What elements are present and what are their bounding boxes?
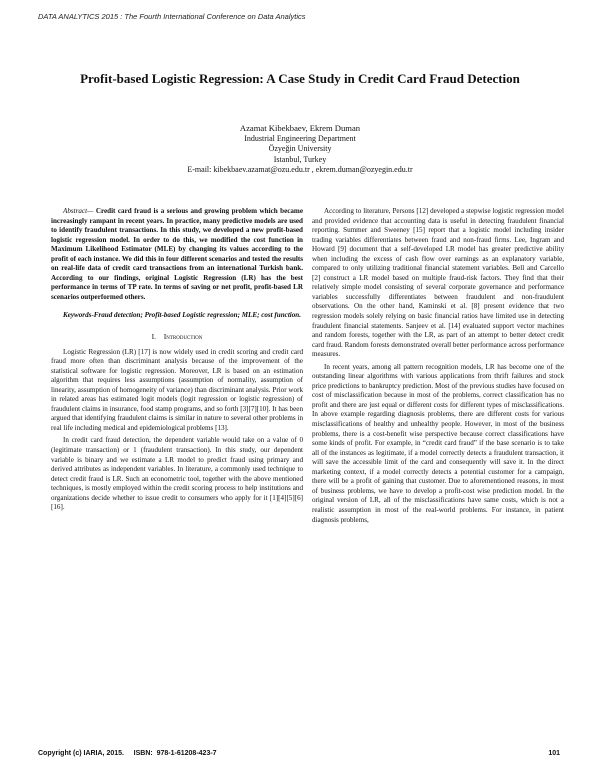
author-email: E-mail: kibekbaev.azamat@ozu.edu.tr , ekrem.duman@ozyegin.edu.tr <box>187 165 413 175</box>
author-location: Istanbul, Turkey <box>273 154 327 164</box>
section-heading <box>51 332 303 342</box>
intro-paragraph-1: Logistic Regression (LR) [17] is now widely used in credit scoring and credit card fraud more often than discriminant analysis because of the improvement of the statistical software for logistic regression. Moreover, LR is based on an estimation algorithm that requires less assumptions (assumption of normality, assumption of linearity, assumption of homogeneity of variance) than discriminant analysis. Prior work in related areas has estimated logit models (logit regression or logistic regression) of fraudulent claims in insurance, food stamp programs, and so forth [3][7][10]. It has been argued that identifying fraudulent claims is similar in nature to several other problems in real life including medical and epidemiological problems [13]. <box>51 347 303 432</box>
literature-paragraph: According to literature, Persons [12] developed a stepwise logistic regression model and provided evidence that accounting data is useful in detecting fraudulent financial reporting. Summer and Sweeney [15] report that a logistic model including insider trading variables differentiates between fraud and non-fraud firms. Lee, Ingram and Howard [9] document that a self-developed LR model has greater predictive ability when including the excess of cash flow over earnings as an explanatory variable, compared to only utilizing traditional financial statement variables. Bell and Carcello [2] construct a LR model based on multiple fraud-risk factors. They find that their relatively simple model consisting of several corporate governance and performance variables successfully differentiates between fraudulent and non-fraudulent observations. On the other hand, Kaminski et al. [8] present evidence that two regression models solely relying on basic financial ratios have limited use in detecting fraudulent financial statements. Sanjeev et al. [14] evaluated support vector machines and random forests, together with the LR, as part of an attempt to better detect credit card fraud. Random forests demonstrated overall better performance across performance measures. <box>312 207 564 359</box>
right-column <box>312 207 564 525</box>
running-header: DATA ANALYTICS 2015 : The Fourth International Conference on Data Analytics <box>38 12 306 21</box>
intro-paragraph-2: In credit card fraud detection, the dependent variable would take on a value of 0 (legitimate transaction) or 1 (fraudulent transaction). In this study, our dependent variable is binary and we estimate a LR model to predict fraud using primary and derived attributes as independent variables. In literature, a commonly used technique to detect credit fraud is LR. Such an econometric tool, together with the above mentioned techniques, is mostly employed within the credit scoring process to help institutions and organizations decide whether to issue credit to consumers who apply for it [1][4][5][6][16]. <box>51 436 303 512</box>
paper-title: Profit-based Logistic Regression: A Case Study in Credit Card Fraud Detection <box>80 71 520 86</box>
footer-page-number: 101 <box>548 750 560 757</box>
recent-years-paragraph: In recent years, among all pattern recognition models, LR has become one of the outstanding linear algorithms with various applications from thrift failures and stock price predictions to bankruptcy prediction. Most of the previous studies have focused on cost of misclassification because in most of the problems, correct classification has no profit and there are just equal or different costs for different types of misclassifications. In above example regarding diagnosis problems, there are different costs for various misclassifications of healthy and unhealthy people. However, in most of the business problems, there is a cost-benefit wise perspective because correct classifications have some kinds of profit. For example, in “credit card fraud” if the base scenario is to take all of the instances as legitimate, if a model correctly detects a fraudulent transaction, it will save the accessible limit of the card and consequently will save it. In the direct marketing context, if a model correctly detects a potential customer for a campaign, there will be a profit of gaining that customer. Due to aforementioned reasons, in most of business problems, we have to develop a profit-cost wise prediction model. In the original version of LR, all of the misclassifications have same costs, which is not a realistic assumption in most of the real-world problems. For instance, in patient diagnosis problems, <box>312 362 564 524</box>
author-university: Özyeğin University <box>268 144 332 154</box>
author-names: Azamat Kibekbaev, Ekrem Duman <box>239 123 361 133</box>
author-block <box>0 123 600 176</box>
left-column <box>51 207 303 513</box>
keywords: Keywords-Fraud detection; Profit-based Logistic regression; MLE; cost function. <box>63 311 302 320</box>
section-title: Introduction <box>163 332 203 342</box>
abstract-label: Abstract— <box>63 207 94 215</box>
author-department: Industrial Engineering Department <box>244 133 356 143</box>
section-number: I. <box>151 332 157 342</box>
abstract-text: Credit card fraud is a serious and growing problem which became increasingly rampant in recent years. In practice, many predictive models are used to identify fraudulent transactions. In this study, we developed a new profit-based logistic regression model. In order to do this, we modified the cost function in Maximum Likelihood Estimator (MLE) by changing its values according to the profit of each instance. We did this in four different scenarios and tested the results on real-life data of credit card transactions from an international Turkish bank. According to our findings, original Logistic Regression (LR) has the best performance in terms of TP rate. In terms of saving or net profit, profit-based LR scenarios outperformed others. <box>51 207 303 301</box>
footer-copyright: Copyright (c) IARIA, 2015. ISBN: 978-1-61208-423-7 <box>38 750 217 757</box>
abstract <box>51 207 303 302</box>
